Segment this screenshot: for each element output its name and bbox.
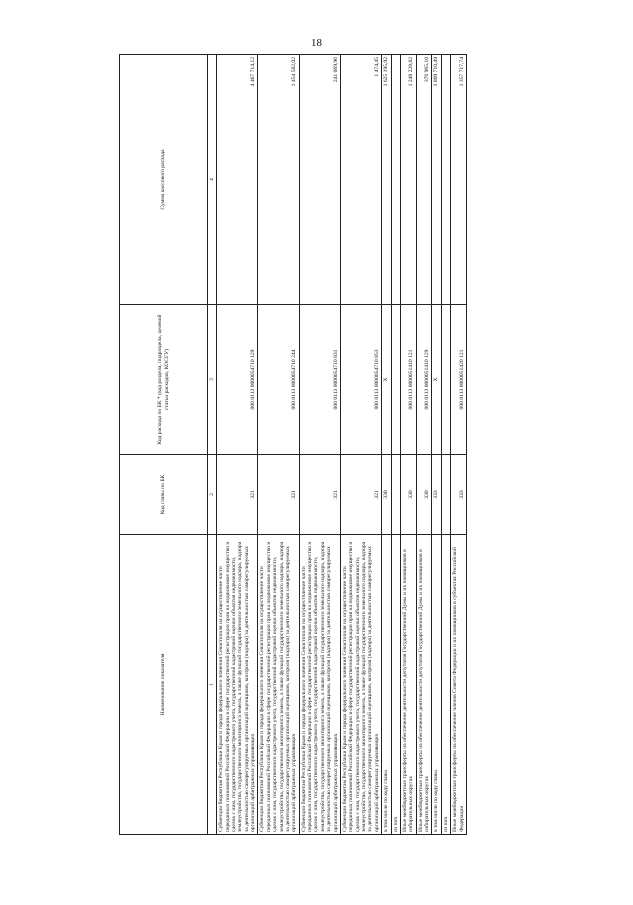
row-chapter-code: 333 bbox=[451, 455, 467, 535]
rotated-table-frame bbox=[119, 55, 611, 835]
table-row bbox=[391, 55, 400, 835]
row-amount: 1 357 717,74 bbox=[451, 55, 467, 305]
table-row bbox=[340, 55, 381, 835]
row-name: Субвенции бюджетам Республики Крым и города федерального значения Севастополя на осуществление части переданных полномочий Российской Федерации в сфере государственной регистрации прав на недвижимое имущество и сделок с ним, государственного кадастрового учета, государственной кадастровой оценки объектов недвижимости, землеустройства, государственного мониторинга земель, а также функций государственного земельного надзора, надзора за деятельностью саморегулируемых организаций оценщиков, контроля (надзора) за деятельностью саморегулируемых организаций арбитражных управляющих bbox=[217, 535, 258, 835]
row-chapter-code: 333 bbox=[432, 455, 441, 535]
table-row bbox=[441, 55, 450, 835]
header-chapter-code: Код главы по БК bbox=[120, 455, 208, 535]
column-number: 4 bbox=[208, 55, 217, 305]
expense-table bbox=[119, 54, 467, 835]
row-name: Иные межбюджетные трансферты на обеспечение деятельности депутатов Государственной Думы и их помощников в избирательных округах bbox=[416, 535, 432, 835]
row-chapter-code bbox=[391, 455, 400, 535]
row-chapter-code: 321 bbox=[258, 455, 299, 535]
table-row bbox=[217, 55, 258, 835]
row-expense-code: Х bbox=[432, 305, 441, 455]
row-name: из них bbox=[391, 535, 400, 835]
row-expense-code: 000 0113 0000051420 121 bbox=[451, 305, 467, 455]
row-amount bbox=[441, 55, 450, 305]
row-name: Субвенции бюджетам Республики Крым и города федерального значения Севастополя на осуществление части переданных полномочий Российской Федерации в сфере государственной регистрации прав на недвижимое имущество и сделок с ним, государственного кадастрового учета, государственной кадастровой оценки объектов недвижимости, землеустройства, государственного мониторинга земель, а также функций государственного земельного надзора, надзора за деятельностью саморегулируемых организаций оценщиков, контроля (надзора) за деятельностью саморегулируемых организаций арбитражных управляющих bbox=[299, 535, 340, 835]
row-amount: 241 069,96 bbox=[299, 55, 340, 305]
row-name: Иные межбюджетные трансферты на обеспечение членов Совета Федерации и их помощников в субъектах Российской Федерации bbox=[451, 535, 467, 835]
row-chapter-code: 330 bbox=[400, 455, 416, 535]
row-amount: 1 625 195,92 bbox=[382, 55, 391, 305]
row-amount: 4 467 714,12 bbox=[217, 55, 258, 305]
table-row bbox=[451, 55, 467, 835]
row-name: в том числе по коду главы bbox=[432, 535, 441, 835]
row-expense-code: 000 0113 0000054710 831 bbox=[299, 305, 340, 455]
row-amount: 1 248 228,82 bbox=[400, 55, 416, 305]
row-name: в том числе по коду главы bbox=[382, 535, 391, 835]
row-name: Субвенции бюджетам Республики Крым и города федерального значения Севастополя на осуществление части переданных полномочий Российской Федерации в сфере государственной регистрации прав на недвижимое имущество и сделок с ним, государственного кадастрового учета, государственной кадастровой оценки объектов недвижимости, землеустройства, государственного мониторинга земель, а также функций государственного земельного надзора, надзора за деятельностью саморегулируемых организаций оценщиков, контроля (надзора) за деятельностью саморегулируемых организаций арбитражных управляющих bbox=[340, 535, 381, 835]
table-header-row bbox=[120, 55, 208, 835]
row-name: из них bbox=[441, 535, 450, 835]
row-expense-code: Х bbox=[382, 305, 391, 455]
row-expense-code: 000 0113 0000054710 853 bbox=[340, 305, 381, 455]
table-row bbox=[416, 55, 432, 835]
row-chapter-code: 321 bbox=[299, 455, 340, 535]
header-expense-code: Код расхода по БК * (код раздела, подраздела, целевой статьи расходов, КОСГУ) bbox=[120, 305, 208, 455]
column-number: 1 bbox=[208, 535, 217, 835]
header-amount: Сумма кассового расхода bbox=[120, 55, 208, 305]
row-amount: 376 965,10 bbox=[416, 55, 432, 305]
table-row bbox=[299, 55, 340, 835]
row-amount bbox=[391, 55, 400, 305]
row-expense-code: 000 0113 0000054710 129 bbox=[217, 305, 258, 455]
column-number-row bbox=[208, 55, 217, 835]
row-chapter-code: 321 bbox=[340, 455, 381, 535]
table-row bbox=[432, 55, 441, 835]
column-number: 2 bbox=[208, 455, 217, 535]
row-amount: 1 454 582,02 bbox=[258, 55, 299, 305]
row-expense-code: 000 0113 0000051410 129 bbox=[416, 305, 432, 455]
column-number: 3 bbox=[208, 305, 217, 455]
table-row bbox=[258, 55, 299, 835]
row-name: Субвенции бюджетам Республики Крым и города федерального значения Севастополя на осуществление части переданных полномочий Российской Федерации в сфере государственной регистрации прав на недвижимое имущество и сделок с ним, государственного кадастрового учета, государственной кадастровой оценки объектов недвижимости, землеустройства, государственного мониторинга земель, а также функций государственного земельного надзора, надзора за деятельностью саморегулируемых организаций оценщиков, контроля (надзора) за деятельностью саморегулируемых организаций арбитражных управляющих bbox=[258, 535, 299, 835]
row-chapter-code: 330 bbox=[382, 455, 391, 535]
header-name: Наименование показателя bbox=[120, 535, 208, 835]
row-chapter-code bbox=[441, 455, 450, 535]
row-chapter-code: 330 bbox=[416, 455, 432, 535]
row-expense-code: 000 0113 0000054710 244 bbox=[258, 305, 299, 455]
row-amount: 1 809 710,49 bbox=[432, 55, 441, 305]
page-number: 18 bbox=[311, 37, 322, 49]
row-name: Иные межбюджетные трансферты на обеспечение деятельности депутатов Государственной Думы и их помощников в избирательных округах bbox=[400, 535, 416, 835]
row-chapter-code: 321 bbox=[217, 455, 258, 535]
table-row bbox=[382, 55, 391, 835]
row-expense-code: 000 0113 0000051410 121 bbox=[400, 305, 416, 455]
row-expense-code bbox=[441, 305, 450, 455]
table-row bbox=[400, 55, 416, 835]
row-expense-code bbox=[391, 305, 400, 455]
row-amount: 1 474,45 bbox=[340, 55, 381, 305]
